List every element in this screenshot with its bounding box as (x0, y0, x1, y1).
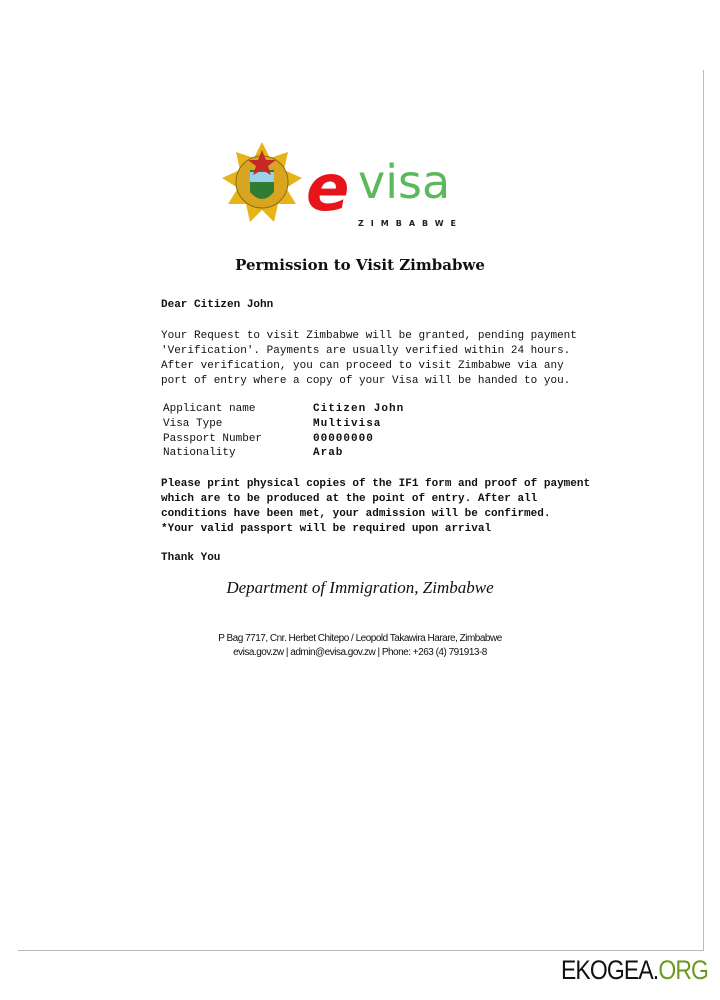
body-line: After verification, you can proceed to visit Zimbabwe via any (161, 360, 564, 372)
page-border-bottom (18, 950, 704, 951)
watermark-part2: ORG (658, 955, 708, 985)
logo-visa: visa (358, 155, 451, 209)
greeting (161, 298, 273, 313)
detail-label: Passport Number (163, 432, 263, 445)
notice-line: *Your valid passport will be required upon arrival (161, 523, 492, 535)
logo-e: e (306, 152, 350, 226)
applicant-details (161, 402, 406, 461)
notice-paragraph (161, 477, 590, 537)
detail-label: Applicant name (163, 403, 256, 416)
notice-line: Please print physical copies of the IF1 form and proof of payment (161, 478, 591, 490)
detail-label: Nationality (163, 447, 236, 460)
notice-line: conditions have been met, your admission will be confirmed. (161, 508, 551, 520)
detail-row (161, 417, 406, 432)
detail-value: Citizen John (313, 403, 405, 416)
coat-of-arms-icon (222, 142, 302, 222)
closing: Thank You (161, 552, 221, 564)
greeting-name: Citizen John (194, 299, 274, 311)
body-line: Your Request to visit Zimbabwe will be granted, pending payment (161, 330, 577, 342)
logo-zimbabwe: ZIMBABWE (358, 219, 463, 228)
document-title: Permission to Visit Zimbabwe (235, 256, 485, 274)
footer-contact: evisa.gov.zw | admin@evisa.gov.zw | Phone: +263 (4) 791913-8 (233, 647, 487, 658)
department-signature: Department of Immigration, Zimbabwe (226, 578, 494, 597)
page-border-right (703, 70, 704, 951)
detail-row (161, 402, 406, 417)
notice-line: which are to be produced at the point of entry. After all (161, 493, 538, 505)
detail-value: Multivisa (313, 418, 382, 431)
ekogea-watermark (561, 955, 708, 986)
detail-row (161, 431, 406, 446)
body-paragraph (161, 329, 577, 389)
body-line: 'Verification'. Payments are usually verified within 24 hours. (161, 345, 571, 357)
watermark-part1: EKOGEA. (560, 955, 659, 985)
evisa-zimbabwe-logo (222, 140, 484, 230)
detail-label: Visa Type (163, 418, 223, 431)
detail-value: 00000000 (313, 432, 374, 445)
body-line: port of entry where a copy of your Visa will be handed to you. (161, 375, 571, 387)
footer-address: P Bag 7717, Cnr. Herbet Chitepo / Leopold Takawira Harare, Zimbabwe (218, 633, 502, 644)
greeting-label: Dear (161, 299, 188, 311)
detail-row (161, 446, 406, 461)
detail-value: Arab (313, 447, 344, 460)
